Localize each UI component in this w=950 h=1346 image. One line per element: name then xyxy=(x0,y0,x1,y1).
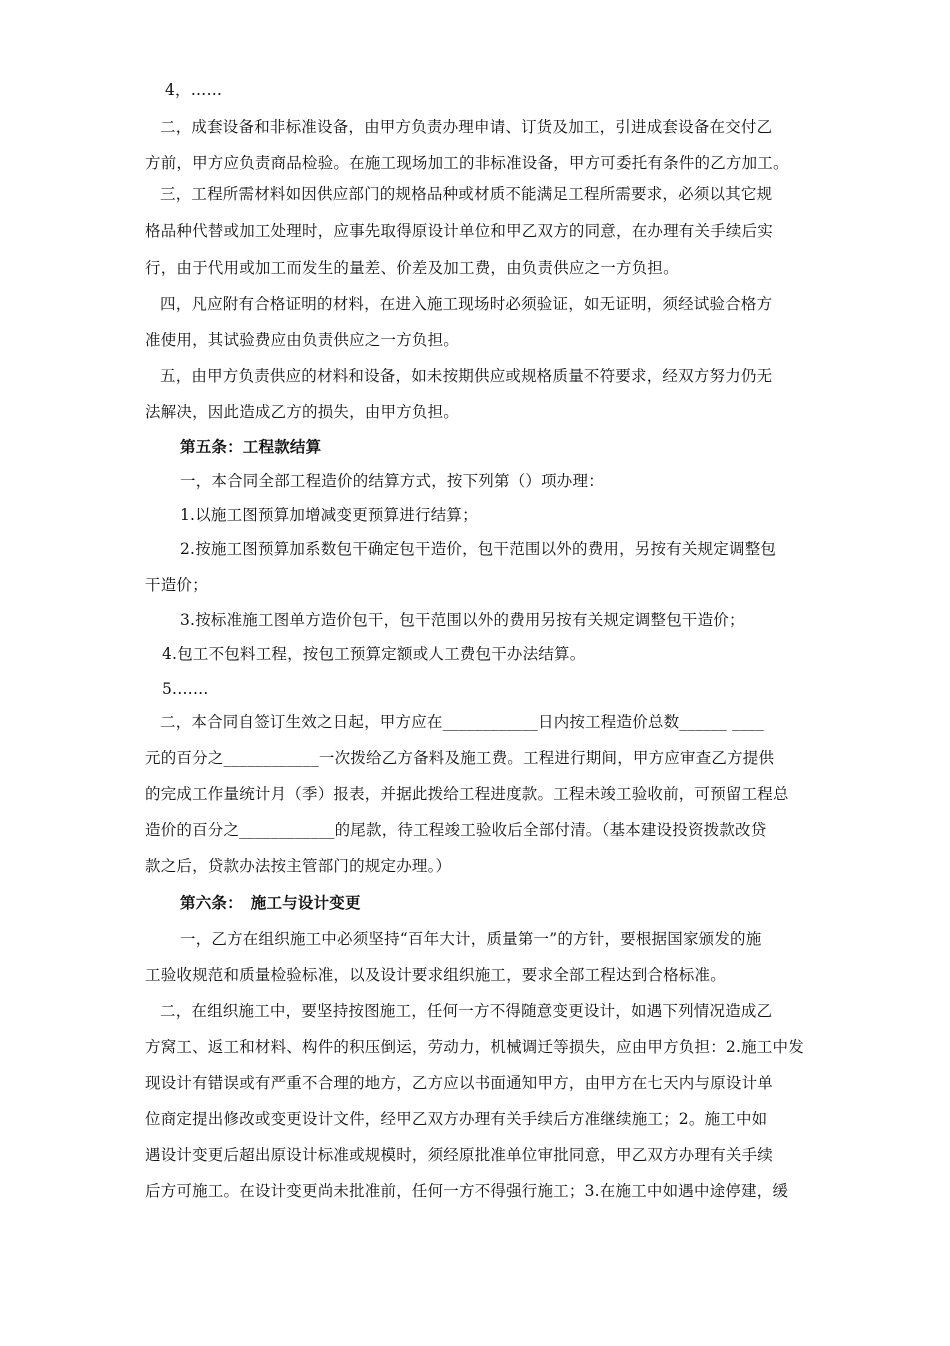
text-line-3: 方前，甲方应负责商品检验。在施工现场加工的非标准设备，甲方可委托有条件的乙方加工。 xyxy=(145,154,789,172)
text-line-20: 元的百分之____________一次拨给乙方备料及施工费。工程进行期间，甲方应审查乙方提供 xyxy=(145,749,775,767)
text-line-16: 3.按标准施工图单方造价包干，包干范围以外的费用另按有关规定调整包干造价； xyxy=(180,611,745,629)
text-line-17: 4.包工不包料工程，按包工预算定额或人工费包干办法结算。 xyxy=(162,645,586,663)
text-line-28: 方窝工、返工和材料、构件的积压倒运，劳动力，机械调迁等损失，应由甲方负担：2.施工中发 xyxy=(145,1038,804,1056)
text-line-14: 2.按施工图预算加系数包干确定包干造价，包干范围以外的费用，另按有关规定调整包 xyxy=(180,540,777,558)
text-line-15: 干造价； xyxy=(145,576,208,594)
text-line-10: 法解决，因此造成乙方的损失，由甲方负担。 xyxy=(145,403,460,421)
text-line-18: 5.…… xyxy=(162,680,209,698)
text-line-9: 五，由甲方负责供应的材料和设备，如未按期供应或规格质量不符要求，经双方努力仍无 xyxy=(160,367,773,385)
text-line-26: 工验收规范和质量检验标准，以及设计要求组织施工，要求全部工程达到合格标准。 xyxy=(145,966,726,984)
text-line-13: 1.以施工图预算加增减变更预算进行结算； xyxy=(180,506,478,524)
text-line-2: 二，成套设备和非标准设备，由甲方负责办理申请、订货及加工，引进成套设备在交付乙 xyxy=(160,118,773,136)
text-line-21: 的完成工作量统计月（季）报表，并据此拨给工程进度款。工程未竣工验收前，可预留工程总 xyxy=(145,785,789,803)
text-line-12: 一，本合同全部工程造价的结算方式，按下列第（）项办理： xyxy=(180,472,604,490)
text-line-19: 二，本合同自签订生效之日起，甲方应在____________日内按工程造价总数______ ____ xyxy=(160,713,764,731)
text-line-7: 四，凡应附有合格证明的材料，在进入施工现场时必须验证，如无证明，须经试验合格方 xyxy=(160,295,773,313)
text-line-22: 造价的百分之____________的尾款，待工程竣工验收后全部付清。（基本建设投资拨款改贷 xyxy=(145,821,767,839)
section-heading-6: 第六条： 施工与设计变更 xyxy=(180,893,361,912)
text-line-4: 三，工程所需材料如因供应部门的规格品种或材质不能满足工程所需要求，必须以其它规 xyxy=(160,185,773,203)
text-line-23: 款之后，贷款办法按主管部门的规定办理。） xyxy=(145,857,452,875)
text-line-27: 二，在组织施工中，要坚持按图施工，任何一方不得随意变更设计，如遇下列情况造成乙 xyxy=(160,1002,773,1020)
text-line-32: 后方可施工。在设计变更尚未批准前，任何一方不得强行施工；3.在施工中如遇中途停建，缓 xyxy=(145,1182,789,1200)
text-line-6: 行，由于代用或加工而发生的量差、价差及加工费，由负责供应之一方负担。 xyxy=(145,259,679,277)
text-line-29: 现设计有错误或有严重不合理的地方，乙方应以书面通知甲方，由甲方在七天内与原设计单 xyxy=(145,1074,774,1092)
text-line-31: 遇设计变更后超出原设计标准或规模时，须经原批准单位审批同意，甲乙双方办理有关手续 xyxy=(145,1146,774,1164)
section-heading-5: 第五条：工程款结算 xyxy=(180,437,322,456)
text-line-1: 4，…… xyxy=(165,81,223,99)
text-line-8: 准使用，其试验费应由负责供应之一方负担。 xyxy=(145,331,460,349)
text-line-25: 一，乙方在组织施工中必须坚持“百年大计，质量第一”的方针，要根据国家颁发的施 xyxy=(180,930,762,948)
text-line-30: 位商定提出修改或变更设计文件，经甲乙双方办理有关手续后方准继续施工；2。施工中如 xyxy=(145,1110,768,1128)
text-line-5: 格品种代替或加工处理时，应事先取得原设计单位和甲乙双方的同意，在办理有关手续后实 xyxy=(145,222,774,240)
